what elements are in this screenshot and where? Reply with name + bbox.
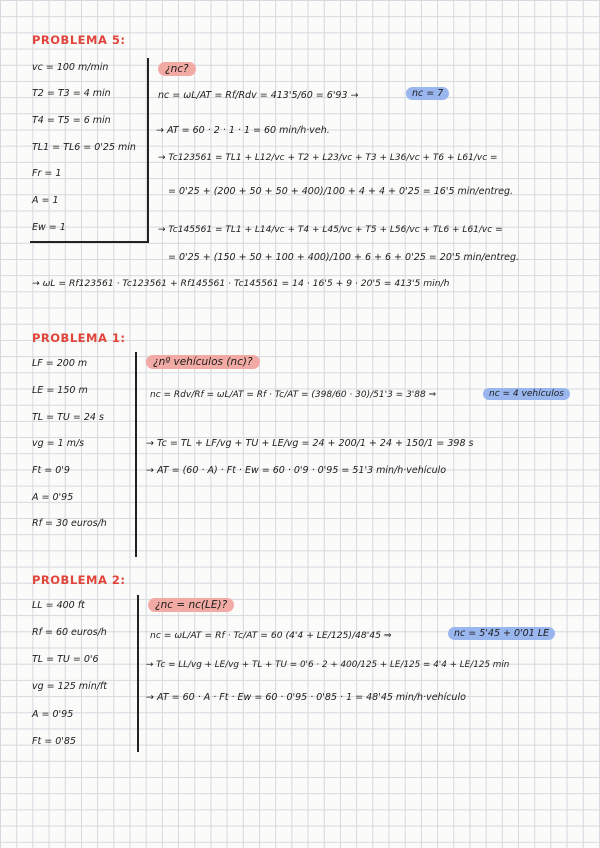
p5-given-fr: Fr = 1	[32, 168, 62, 179]
p5-question: ¿nc?	[158, 62, 196, 76]
p5-given-t2t3: T2 = T3 = 4 min	[32, 88, 111, 99]
p2-question: ¿nc = nc(LE)?	[148, 598, 234, 612]
p5-line-tc2: → Tc145561 = TL1 + L14/vc + T4 + L45/vc + T5 + L56/vc + TL6 + L61/vc =	[158, 225, 503, 235]
p2-given-vg: vg = 125 min/ft	[32, 681, 107, 692]
p1-line-nc: nc = Rdv/Rf = ωL/AT = Rf · Tc/AT = (398/60 · 30)/51'3 = 3'88 ⇒	[150, 390, 437, 400]
p1-result: nc = 4 vehículos	[483, 388, 570, 400]
p1-line-tc: → Tc = TL + LF/vg + TU + LE/vg = 24 + 200/1 + 24 + 150/1 = 398 s	[146, 438, 474, 449]
p2-result: nc = 5'45 + 0'01 LE	[448, 627, 555, 640]
p1-title: PROBLEMA 1:	[32, 331, 126, 345]
p5-title: PROBLEMA 5:	[32, 33, 126, 47]
p5-line-tc2-result: = 0'25 + (150 + 50 + 100 + 400)/100 + 6 + 6 + 0'25 = 20'5 min/entreg.	[168, 252, 520, 263]
p5-given-tl: TL1 = TL6 = 0'25 min	[32, 142, 136, 153]
p5-line-nc: nc = ωL/AT = Rf/Rdv = 413'5/60 = 6'93 →	[158, 90, 359, 101]
p2-given-tl: TL = TU = 0'6	[32, 654, 99, 665]
p1-given-tl: TL = TU = 24 s	[32, 412, 104, 423]
p5-given-ew: Ew = 1	[32, 222, 66, 233]
p2-line-at: → AT = 60 · A · Ft · Ew = 60 · 0'95 · 0'85 · 1 = 48'45 min/h·vehículo	[146, 692, 466, 703]
p5-result: nc = 7	[406, 87, 449, 100]
p5-line-tc1-result: = 0'25 + (200 + 50 + 50 + 400)/100 + 4 + 4 + 0'25 = 16'5 min/entreg.	[168, 186, 514, 197]
p5-given-vc: vc = 100 m/min	[32, 62, 109, 73]
p2-given-rf: Rf = 60 euros/h	[32, 627, 107, 638]
p1-given-le: LE = 150 m	[32, 385, 88, 396]
p2-title: PROBLEMA 2:	[32, 573, 126, 587]
p2-divider-vertical	[137, 595, 139, 752]
p1-question: ¿nº vehículos (nc)?	[146, 355, 260, 369]
p5-line-at: → AT = 60 · 2 · 1 · 1 = 60 min/h·veh.	[156, 125, 330, 136]
p5-given-a: A = 1	[32, 195, 59, 206]
p1-given-ft: Ft = 0'9	[32, 465, 70, 476]
p1-given-rf: Rf = 30 euros/h	[32, 518, 107, 529]
p2-line-tc: → Tc = LL/vg + LE/vg + TL + TU = 0'6 · 2 + 400/125 + LE/125 = 4'4 + LE/125 min	[146, 660, 510, 670]
p2-given-ll: LL = 400 ft	[32, 600, 85, 611]
p2-given-ft: Ft = 0'85	[32, 736, 76, 747]
p1-given-vg: vg = 1 m/s	[32, 438, 85, 449]
p5-divider-vertical	[147, 58, 149, 242]
p5-line-tc1: → Tc123561 = TL1 + L12/vc + T2 + L23/vc + T3 + L36/vc + T6 + L61/vc =	[158, 153, 498, 163]
p2-line-nc: nc = ωL/AT = Rf · Tc/AT = 60 (4'4 + LE/125)/48'45 ⇒	[150, 630, 392, 641]
p2-given-a: A = 0'95	[32, 709, 74, 720]
p5-given-t4t5: T4 = T5 = 6 min	[32, 115, 111, 126]
p1-given-a: A = 0'95	[32, 492, 74, 503]
p1-divider-vertical	[135, 352, 137, 557]
p5-divider-horizontal	[30, 241, 149, 243]
p1-given-lf: LF = 200 m	[32, 358, 88, 369]
p5-line-wl: → ωL = Rf123561 · Tc123561 + Rf145561 · Tc145561 = 14 · 16'5 + 9 · 20'5 = 413'5 min/h	[32, 278, 450, 289]
p1-line-at: → AT = (60 · A) · Ft · Ew = 60 · 0'9 · 0'95 = 51'3 min/h·vehículo	[146, 465, 447, 476]
